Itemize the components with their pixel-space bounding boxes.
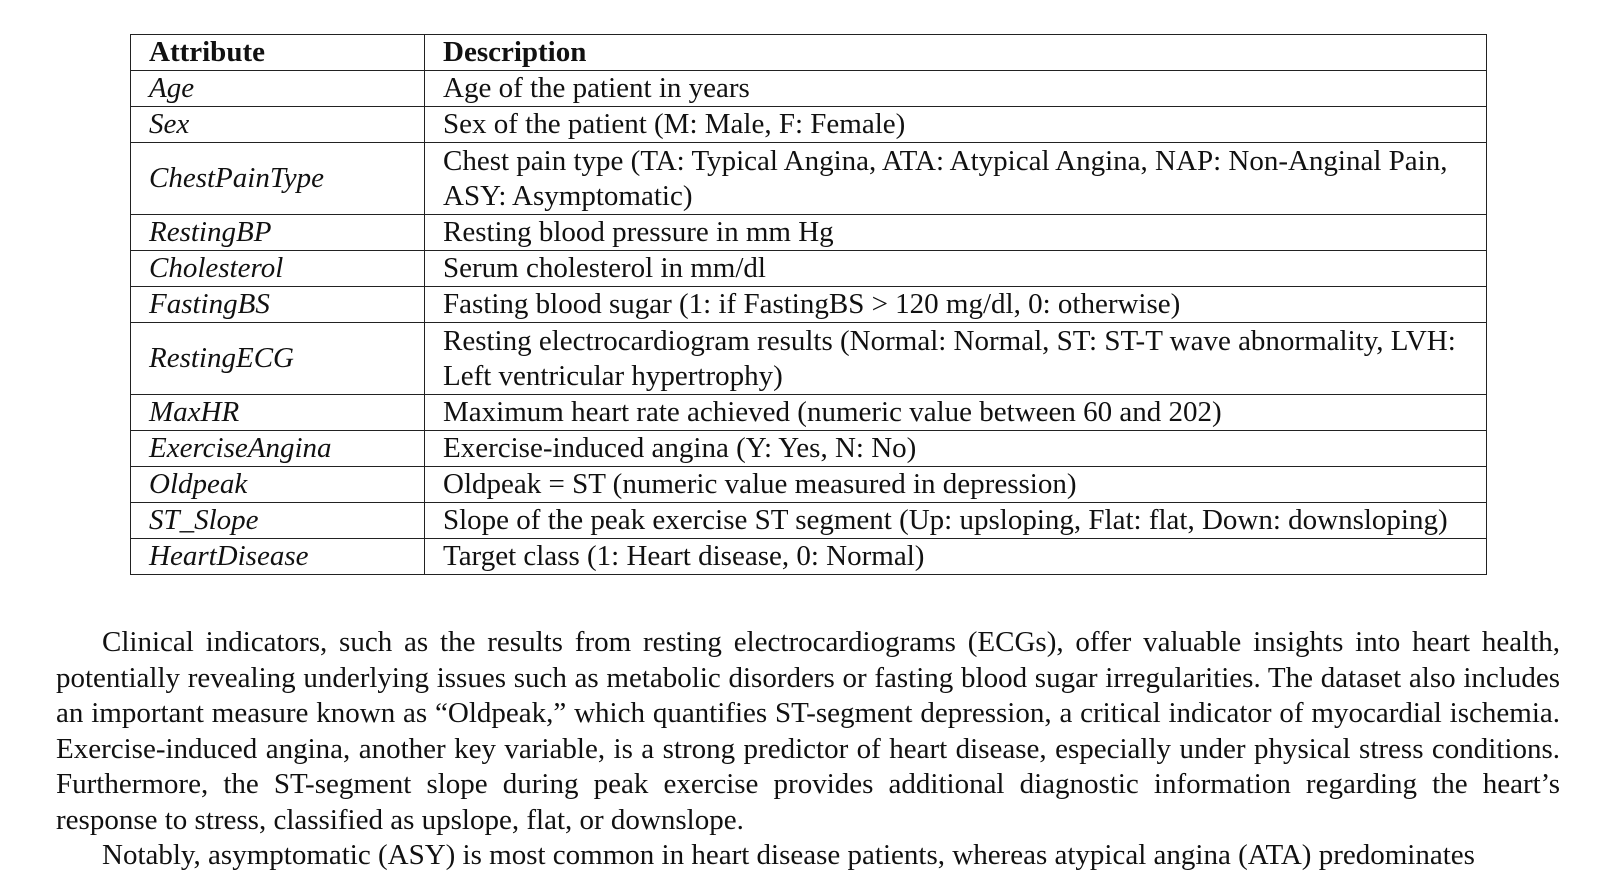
table-row	[131, 323, 1487, 395]
description-cell: Exercise-induced angina (Y: Yes, N: No)	[425, 431, 1487, 467]
description-cell: Resting electrocardiogram results (Normal: Normal, ST: ST-T wave abnormality, LVH: Left ventricular hypertrophy)	[425, 323, 1487, 395]
description-cell: Oldpeak = ST (numeric value measured in depression)	[425, 467, 1487, 503]
header-description: Description	[425, 35, 1487, 71]
table-row	[131, 107, 1487, 143]
table-row	[131, 395, 1487, 431]
attribute-cell: Cholesterol	[131, 251, 425, 287]
table-row	[131, 287, 1487, 323]
description-cell: Target class (1: Heart disease, 0: Normal)	[425, 539, 1487, 575]
description-cell: Serum cholesterol in mm/dl	[425, 251, 1487, 287]
attribute-cell: Sex	[131, 107, 425, 143]
attribute-cell: Age	[131, 71, 425, 107]
paragraph: Clinical indicators, such as the results from resting electrocardiograms (ECGs), offer valuable insights into heart health, potentially revealing underlying issues such as metabolic disorders or fasting blood sugar irregularities. The dataset also includes an important measure known as “Oldpeak,” which quantifies ST-segment depression, a critical indicator of myocardial ischemia. Exercise-induced angina, another key variable, is a strong predictor of heart disease, especially under physical stress conditions. Furthermore, the ST-segment slope during peak exercise provides additional diagnostic information regarding the heart’s response to stress, classified as upslope, flat, or downslope.	[56, 626, 1560, 836]
body-text	[56, 625, 1560, 874]
table-row	[131, 539, 1487, 575]
table-row	[131, 215, 1487, 251]
header-attribute: Attribute	[131, 35, 425, 71]
attribute-cell: Oldpeak	[131, 467, 425, 503]
description-cell: Slope of the peak exercise ST segment (Up: upsloping, Flat: flat, Down: downsloping)	[425, 503, 1487, 539]
table-row	[131, 431, 1487, 467]
description-cell: Age of the patient in years	[425, 71, 1487, 107]
table-row	[131, 71, 1487, 107]
attribute-cell: MaxHR	[131, 395, 425, 431]
table-row	[131, 503, 1487, 539]
attribute-cell: HeartDisease	[131, 539, 425, 575]
table-row	[131, 251, 1487, 287]
table-row	[131, 467, 1487, 503]
attribute-table	[130, 34, 1487, 575]
table-row	[131, 143, 1487, 215]
attribute-cell: RestingECG	[131, 323, 425, 395]
description-cell: Fasting blood sugar (1: if FastingBS > 120 mg/dl, 0: otherwise)	[425, 287, 1487, 323]
description-cell: Sex of the patient (M: Male, F: Female)	[425, 107, 1487, 143]
description-cell: Resting blood pressure in mm Hg	[425, 215, 1487, 251]
attribute-cell: ST_Slope	[131, 503, 425, 539]
attribute-cell: ChestPainType	[131, 143, 425, 215]
attribute-table-container	[130, 34, 1486, 575]
description-cell: Chest pain type (TA: Typical Angina, ATA: Atypical Angina, NAP: Non-Anginal Pain, ASY: Asymptomatic)	[425, 143, 1487, 215]
attribute-cell: FastingBS	[131, 287, 425, 323]
attribute-cell: ExerciseAngina	[131, 431, 425, 467]
paragraph: Notably, asymptomatic (ASY) is most common in heart disease patients, whereas atypical angina (ATA) predominates	[102, 839, 1475, 871]
attribute-cell: RestingBP	[131, 215, 425, 251]
description-cell: Maximum heart rate achieved (numeric value between 60 and 202)	[425, 395, 1487, 431]
table-header-row	[131, 35, 1487, 71]
